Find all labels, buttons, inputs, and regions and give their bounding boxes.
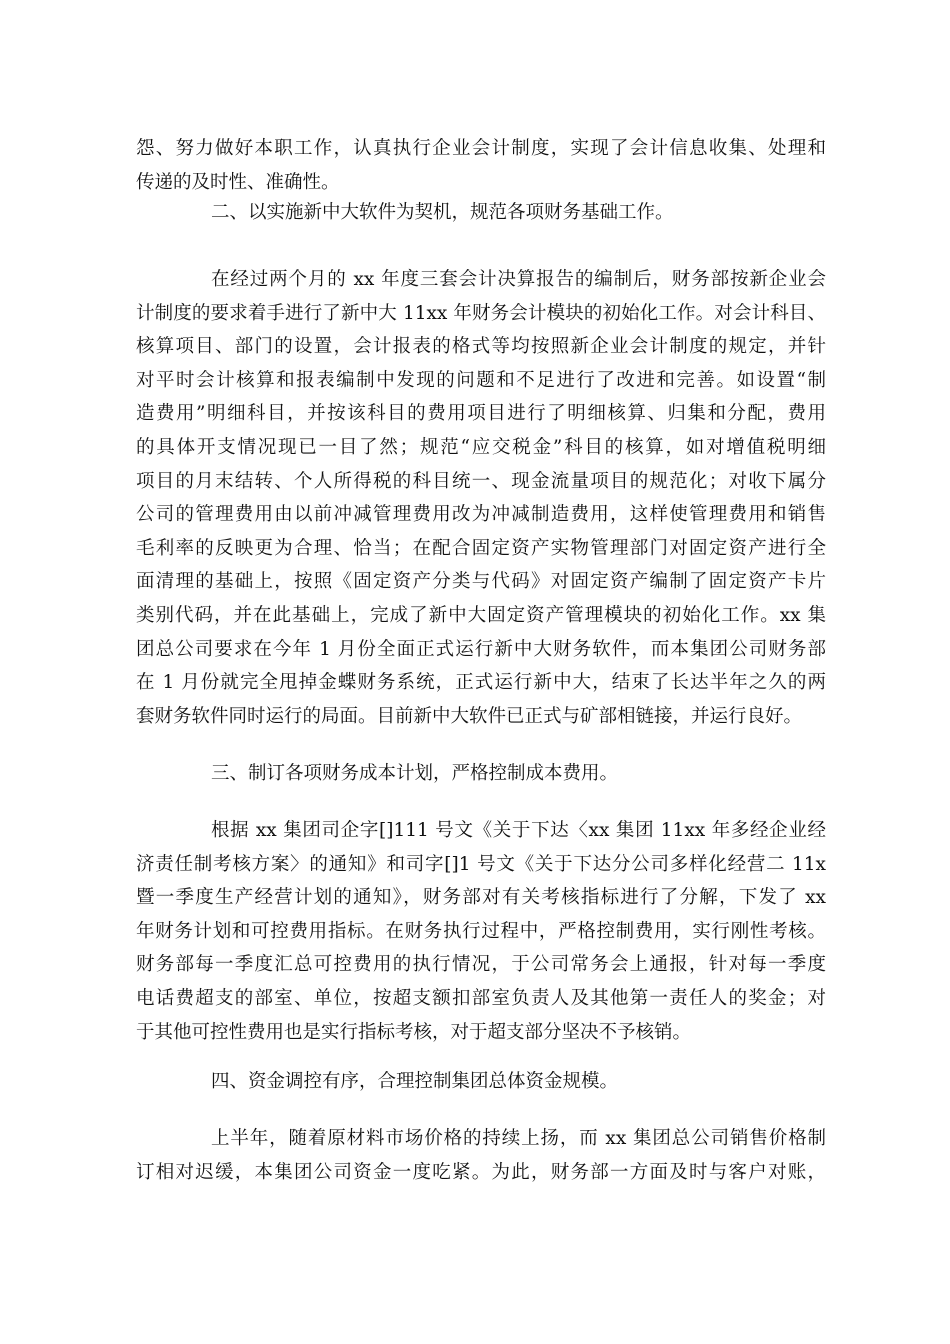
text-line: 核算项目、部门的设置，会计报表的格式等均按照新企业会计制度的规定，并针: [136, 336, 826, 358]
paragraph-continuation: [136, 132, 826, 199]
text-line: 项目的月末结转、个人所得税的科目统一、现金流量项目的规范化；对收下属分: [136, 470, 826, 492]
text-line: 计制度的要求着手进行了新中大 11xx 年财务会计模块的初始化工作。对会计科目、: [136, 302, 826, 324]
paragraph-fund-control: [136, 1122, 826, 1189]
text-line: 毛利率的反映更为合理、恰当；在配合固定资产实物管理部门对固定资产进行全: [136, 537, 826, 559]
text-line: 年财务计划和可控费用指标。在财务执行过程中，严格控制费用，实行刚性考核。: [136, 920, 826, 942]
heading-text: 二、以实施新中大软件为契机，规范各项财务基础工作。: [211, 202, 674, 223]
text-line: 传递的及时性、准确性。: [136, 171, 340, 193]
text-line: 造费用”明细科目，并按该科目的费用项目进行了明细核算、归集和分配，费用: [136, 403, 826, 425]
text-line: 财务部每一季度汇总可控费用的执行情况，于公司常务会上通报，针对每一季度: [136, 954, 826, 976]
paragraph-software-implementation: [136, 263, 826, 733]
text-line: 怨、努力做好本职工作，认真执行企业会计制度，实现了会计信息收集、处理和: [136, 138, 826, 159]
text-line: 电话费超支的部室、单位，按超支额扣部室负责人及其他第一责任人的奖金；对: [136, 987, 826, 1009]
paragraph-cost-plan: [136, 814, 826, 1049]
text-line: 根据 xx 集团司企字[]111 号文《关于下达〈xx 集团 11xx 年多经企业经: [211, 820, 826, 841]
text-line: 在 1 月份就完全甩掉金蝶财务系统，正式运行新中大，结束了长达半年之久的两: [136, 672, 826, 694]
text-line: 公司的管理费用由以前冲减管理费用改为冲减制造费用，这样使管理费用和销售: [136, 504, 826, 526]
text-line: 面清理的基础上，按照《固定资产分类与代码》对固定资产编制了固定资产卡片: [136, 571, 826, 593]
section-heading-4: [136, 1065, 826, 1099]
heading-text: 四、资金调控有序，合理控制集团总体资金规模。: [211, 1071, 619, 1092]
text-line: 济责任制考核方案〉的通知》和司字[]1 号文《关于下达分公司多样化经营二 11x: [136, 853, 826, 875]
text-line: 于其他可控性费用也是实行指标考核，对于超支部分坚决不予核销。: [136, 1021, 692, 1043]
text-line: 的具体开支情况现已一目了然；规范“应交税金”科目的核算，如对增值税明细: [136, 436, 826, 458]
text-line: 团总公司要求在今年 1 月份全面正式运行新中大财务软件，而本集团公司财务部: [136, 638, 826, 660]
section-heading-3: [136, 757, 826, 791]
text-line: 在经过两个月的 xx 年度三套会计决算报告的编制后，财务部按新企业会: [211, 269, 826, 290]
text-line: 套财务软件同时运行的局面。目前新中大软件已正式与矿部相链接，并运行良好。: [136, 705, 803, 727]
text-line: 类别代码，并在此基础上，完成了新中大固定资产管理模块的初始化工作。xx 集: [136, 604, 826, 626]
text-line: 对平时会计核算和报表编制中发现的问题和不足进行了改进和完善。如设置“制: [136, 369, 826, 391]
text-line: 上半年，随着原材料市场价格的持续上扬，而 xx 集团总公司销售价格制: [211, 1128, 826, 1149]
heading-text: 三、制订各项财务成本计划，严格控制成本费用。: [211, 763, 619, 784]
section-heading-2: [136, 196, 826, 230]
text-line: 订相对迟缓，本集团公司资金一度吃紧。为此，财务部一方面及时与客户对账，: [136, 1161, 826, 1183]
text-line: 暨一季度生产经营计划的通知》，财务部对有关考核指标进行了分解，下发了 xx: [136, 887, 826, 909]
